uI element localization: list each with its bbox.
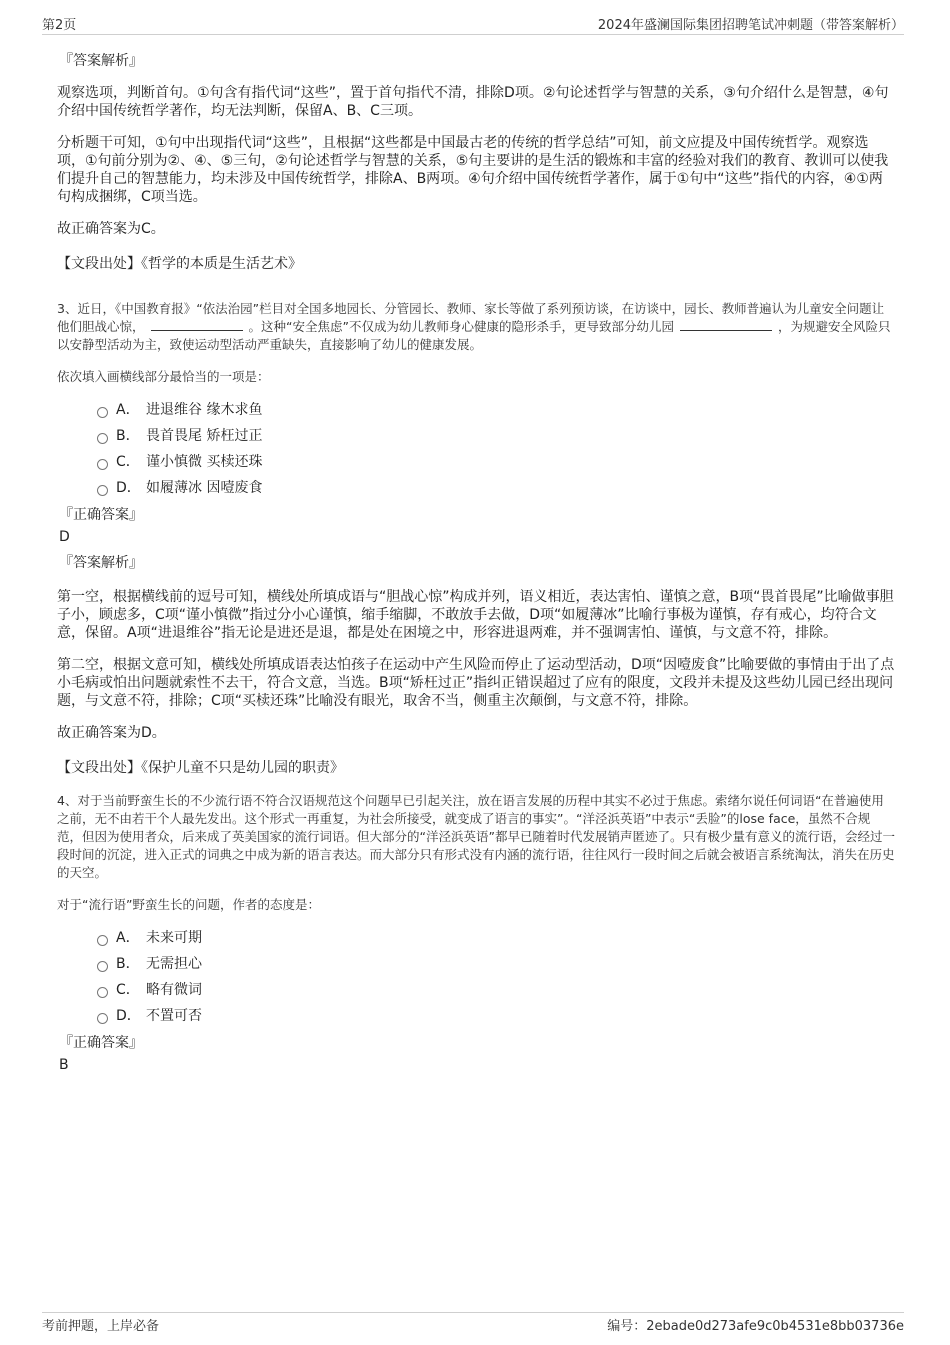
q4-option-c[interactable]: C． 略有微词 (97, 976, 895, 1002)
radio-icon[interactable] (97, 935, 108, 946)
radio-icon[interactable] (97, 407, 108, 418)
document-title: 2024年盛澜国际集团招聘笔试冲刺题（带答案解析） (597, 18, 904, 33)
page-header (42, 10, 904, 35)
q4-stem: 4、对于当前野蛮生长的不少流行语不符合汉语规范这个问题早已引起关注，放在语言发展的历程中其实不必过于焦虑。索绪尔说任何词语“在普遍使用之前，无不由若干个人最先发出。这个形式一再重复，为社会所接受，就变成了语言的事实”。“洋泾浜英语”中表示“丢脸”的lose face，虽然不合规范，但因为使用者众，后来成了英美国家的流行词语。但大部分的“洋泾浜英语”都早已随着时代发展销声匿迹了。只有极少量有意义的流行语，会经过一段时间的沉淀，进入正式的词典之中成为新的语言表达。而大部分只有形式没有内涵的流行语，往往风行一段时间之后就会被语言系统淘汰，消失在历史的天空。 (57, 793, 895, 880)
q4-option-b[interactable]: B． 无需担心 (97, 950, 895, 976)
q3-answer-label: 『正确答案』 (59, 507, 143, 523)
radio-icon[interactable] (97, 459, 108, 470)
q3-answer: D (59, 529, 70, 545)
page-number: 第2页 (42, 18, 77, 33)
q2-analysis-label: 『答案解析』 (59, 53, 143, 69)
page-footer (42, 1312, 904, 1339)
q3-stem-part-c: ，为规避安全风险只以安静型活动为主，致使运动型活动严重缺失，直接影响了幼儿的健康发展。 (57, 319, 891, 352)
q3-blank-2 (680, 319, 772, 331)
q3-blank-1 (151, 319, 243, 331)
q3-stem-part-a: 3、近日，《中国教育报》“依法治园”栏目对全国多地园长、分管园长、教师、家长等做了系列预访谈，在访谈中，园长、教师普遍认为儿童安全问题让他们胆战心惊， (57, 301, 885, 334)
q3-option-a[interactable]: A． 进退维谷 缘木求鱼 (97, 396, 895, 422)
q4-options (97, 924, 895, 1028)
q3-option-b[interactable]: B． 畏首畏尾 矫枉过正 (97, 422, 895, 448)
footer-id: 编号：2ebade0d273afe9c0b4531e8bb03736e (607, 1319, 904, 1334)
q3-analysis-label: 『答案解析』 (59, 555, 143, 571)
footer-slogan: 考前押题，上岸必备 (42, 1319, 160, 1334)
q4-answer: B (59, 1057, 69, 1073)
q2-conclusion: 故正确答案为C。 (57, 221, 165, 237)
q3-option-d[interactable]: D． 如履薄冰 因噎废食 (97, 474, 895, 500)
q2-analysis-p1: 观察选项，判断首句。①句含有指代词“这些”，置于首句指代不清，排除D项。②句论述哲学与智慧的关系，③句介绍什么是智慧，④句介绍中国传统哲学著作，均无法判断，保留A、B、C三项。 (57, 85, 889, 119)
q4-prompt: 对于“流行语”野蛮生长的问题，作者的态度是： (57, 897, 320, 912)
radio-icon[interactable] (97, 1013, 108, 1024)
radio-icon[interactable] (97, 433, 108, 444)
document-body (57, 44, 895, 1074)
q3-stem-part-b: 。这种“安全焦虑”不仅成为幼儿教师身心健康的隐形杀手，更导致部分幼儿园 (248, 319, 674, 334)
radio-icon[interactable] (97, 987, 108, 998)
q3-analysis-p1: 第一空，根据横线前的逗号可知，横线处所填成语与“胆战心惊”构成并列，语义相近，表达害怕、谨慎之意，B项“畏首畏尾”比喻做事胆子小，顾虑多，C项“谨小慎微”指过分小心谨慎，缩手缩脚，不敢放手去做，D项“如履薄冰”比喻行事极为谨慎，存有戒心，均符合文意，保留。A项“进退维谷”指无论是进还是退，都是处在困境之中，形容进退两难，并不强调害怕、谨慎，与文意不符，排除。 (57, 589, 894, 641)
q3-options (97, 396, 895, 500)
q3-stem (57, 300, 895, 354)
radio-icon[interactable] (97, 485, 108, 496)
q3-prompt: 依次填入画横线部分最恰当的一项是： (57, 369, 270, 384)
q3-conclusion: 故正确答案为D。 (57, 725, 166, 741)
q3-analysis-p2: 第二空，根据文意可知，横线处所填成语表达怕孩子在运动中产生风险而停止了运动型活动，D项“因噎废食”比喻要做的事情由于出了点小毛病或怕出问题就索性不去干，符合文意，当选。B项“矫枉过正”指纠正错误超过了应有的限度，文段并未提及这些幼儿园已经出现问题，与文意不符，排除；C项“买椟还珠”比喻没有眼光，取舍不当，侧重主次颠倒，与文意不符，排除。 (57, 657, 895, 709)
q2-source: 【文段出处】《哲学的本质是生活艺术》 (57, 256, 302, 272)
q3-option-c[interactable]: C． 谨小慎微 买椟还珠 (97, 448, 895, 474)
q4-option-d[interactable]: D． 不置可否 (97, 1002, 895, 1028)
q4-option-a[interactable]: A． 未来可期 (97, 924, 895, 950)
q3-source: 【文段出处】《保护儿童不只是幼儿园的职责》 (57, 760, 344, 776)
q4-answer-label: 『正确答案』 (59, 1035, 143, 1051)
q2-analysis-p2: 分析题干可知，①句中出现指代词“这些”，且根据“这些都是中国最古老的传统的哲学总结”可知，前文应提及中国传统哲学。观察选项，①句前分别为②、④、⑤三句，②句论述哲学与智慧的关系，⑤句主要讲的是生活的锻炼和丰富的经验对我们的教育、教训可以使我们提升自己的智慧能力，均未涉及中国传统哲学，排除A、B两项。④句介绍中国传统哲学著作，属于①句中“这些”指代的内容，④①两句构成捆绑，C项当选。 (57, 135, 889, 205)
radio-icon[interactable] (97, 961, 108, 972)
